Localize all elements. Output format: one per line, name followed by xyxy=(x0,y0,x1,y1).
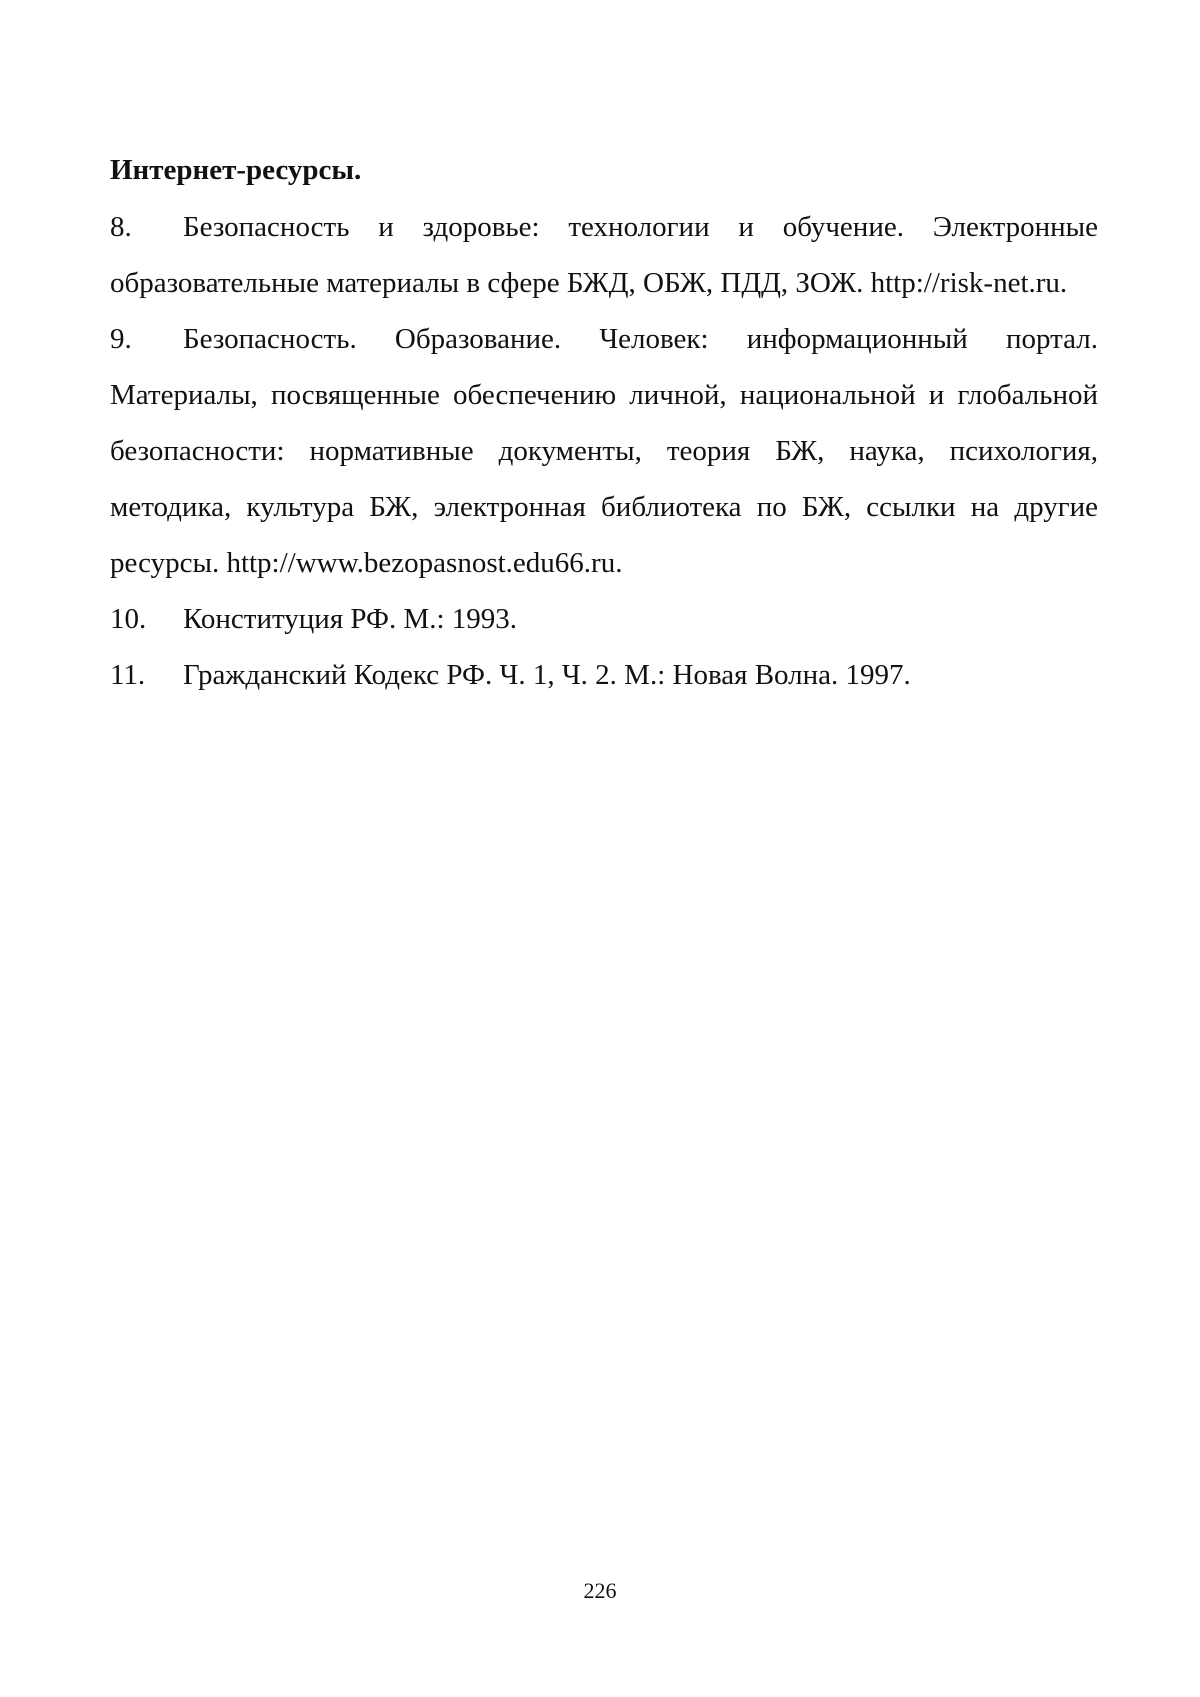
reference-number: 11. xyxy=(110,659,146,691)
reference-item xyxy=(110,311,1098,591)
reference-text: Конституция РФ. М.: 1993. xyxy=(183,603,518,635)
reference-item xyxy=(110,647,1098,703)
reference-number: 8. xyxy=(110,211,132,243)
reference-number: 10. xyxy=(110,603,147,635)
reference-item xyxy=(110,591,1098,647)
page-content xyxy=(110,146,1098,703)
section-heading: Интернет-ресурсы. xyxy=(110,154,362,186)
reference-item xyxy=(110,199,1098,311)
reference-text: Безопасность. Образование. Человек: информационный портал. Материалы, посвященные обеспечению личной, национальной и глобальной безопасности: нормативные документы, теория БЖ, наука, психология, методика, культура БЖ, электронная библиотека по БЖ, ссылки на другие ресурсы. http://www.bezopasnost.edu66.ru. xyxy=(110,323,1098,579)
reference-number: 9. xyxy=(110,323,132,355)
page-number: 226 xyxy=(583,1578,617,1603)
reference-text: Гражданский Кодекс РФ. Ч. 1, Ч. 2. М.: Новая Волна. 1997. xyxy=(183,659,911,691)
reference-text: Безопасность и здоровье: технологии и обучение. Электронные образовательные материалы в сфере БЖД, ОБЖ, ПДД, ЗОЖ. http://risk-net.ru. xyxy=(110,211,1098,299)
